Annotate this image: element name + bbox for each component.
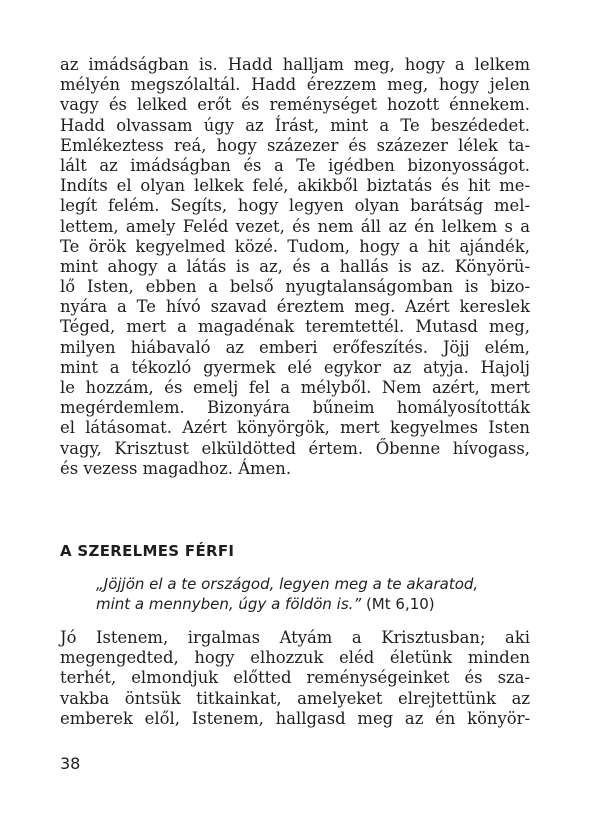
text-line: terhét, elmondjuk előtted reménységeinket és sza- (60, 668, 530, 688)
quote-reference: (Mt 6,10) (361, 595, 435, 613)
text-line: lált az imádságban és a Te igédben bizonyosságot. (60, 155, 530, 175)
text-line: az imádságban is. Hadd halljam meg, hogy a lelkem (60, 55, 530, 74)
text-line: legít felém. Segíts, hogy legyen olyan barátság mel- (60, 196, 530, 216)
text-line: le hozzám, és emelj fel a mélyből. Nem azért, mert (60, 378, 530, 397)
text-line: Téged, mert a magadénak teremtettél. Mutasd meg, (60, 317, 530, 337)
text-line: lettem, amely Feléd vezet, és nem áll az én lelkem s a (60, 216, 530, 236)
page-number: 38 (60, 754, 81, 773)
text-line: mint ahogy a látás is az, és a hallás is az. Könyörü- (60, 256, 530, 276)
text-line: mint a tékozló gyermek elé egykor az atyja. Hajolj (60, 357, 530, 377)
text-line: vagy és lelked erőt és reménységet hozott énnekem. (60, 95, 530, 115)
text-line: vagy, Krisztust elküldötted értem. Őbenne hívogass, (60, 438, 530, 458)
text-line: Hadd olvassam úgy az Írást, mint a Te beszédedet. (60, 115, 530, 135)
text-line: Jó Istenem, irgalmas Atyám a Krisztusban; aki (60, 628, 530, 647)
text-line: mélyén megszólaltál. Hadd érezzem meg, hogy jelen (60, 75, 530, 95)
text-line: lő Isten, ebben a belső nyugtalanságomban is bizo- (60, 277, 530, 297)
text-line: vakba öntsük titkainkat, amelyeket elrejtettünk az (60, 688, 530, 708)
section-heading: A SZERELMES FÉRFI (60, 542, 235, 560)
text-line: emberek elől, Istenem, hallgasd meg az én könyör- (60, 708, 530, 728)
text-line: Emlékeztess reá, hogy százezer és százezer lélek ta- (60, 135, 530, 155)
quote-line: „Jöjjön el a te országod, legyen meg a te akaratod, (96, 575, 479, 593)
text-line: megérdemlem. Bizonyára bűneim homályosították (60, 398, 530, 418)
prayer-paragraph (60, 55, 530, 479)
text-line: el látásomat. Azért könyörgök, mert kegyelmes Isten (60, 418, 530, 438)
text-line: nyára a Te hívó szavad éreztem meg. Azért kereslek (60, 297, 530, 317)
text-line: és vezess magadhoz. Ámen. (60, 458, 292, 478)
text-line: milyen hiábavaló az emberi erőfeszítés. Jöjj elém, (60, 337, 530, 357)
text-line: megengedted, hogy elhozzuk eléd életünk minden (60, 648, 530, 668)
bible-quote (96, 574, 530, 614)
text-line: Te örök kegyelmed közé. Tudom, hogy a hit ajándék, (60, 236, 530, 256)
prayer-paragraph (60, 628, 530, 729)
text-line: Indíts el olyan lelkek felé, akikből biztatás és hit me- (60, 176, 530, 196)
quote-line (96, 594, 530, 614)
quote-text: mint a mennyben, úgy a földön is.” (96, 595, 362, 613)
